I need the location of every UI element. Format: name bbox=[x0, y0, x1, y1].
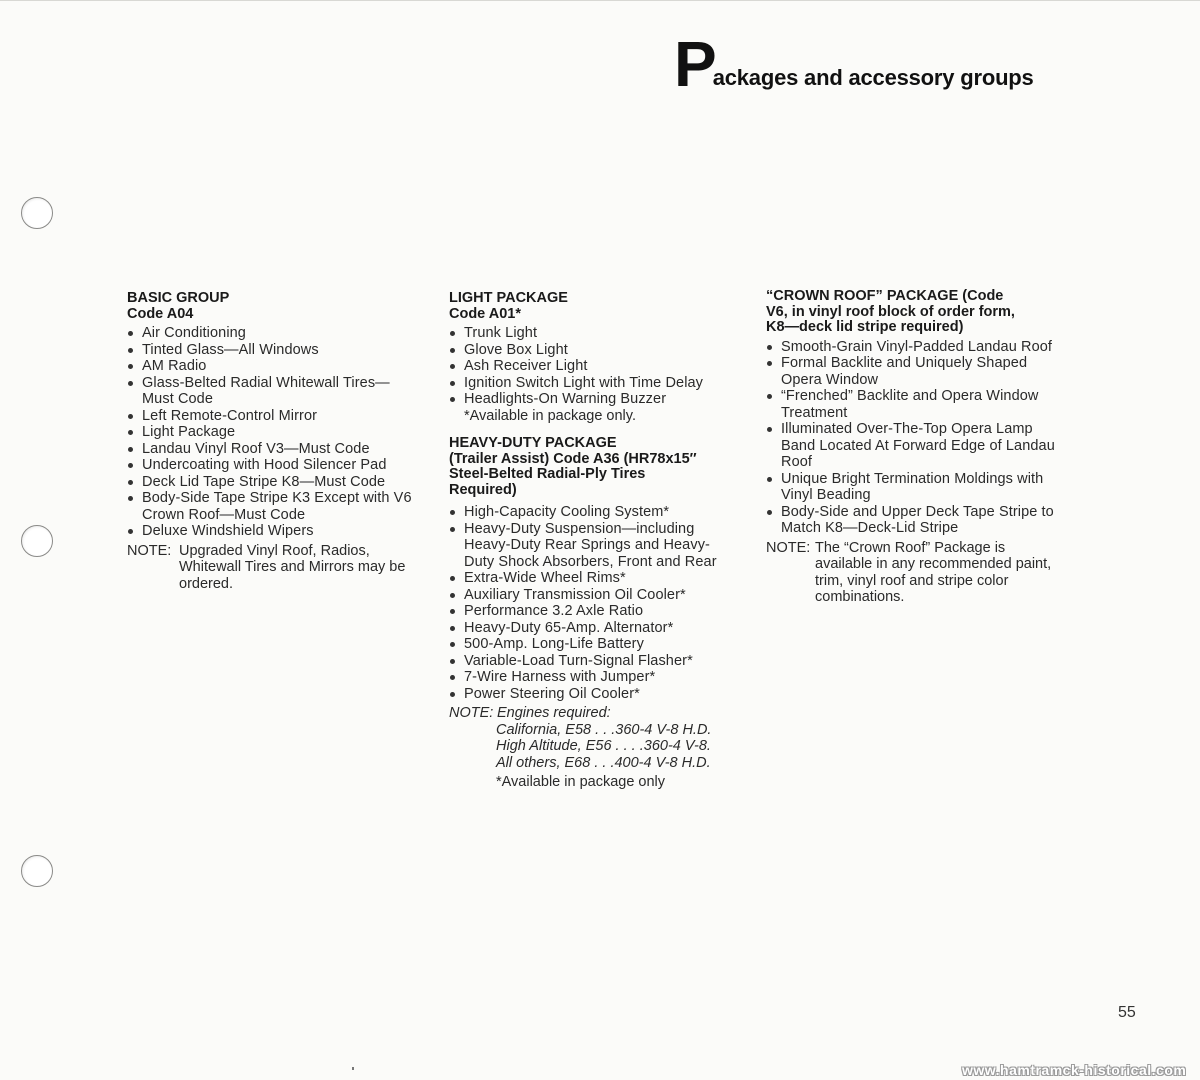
note-label: NOTE: bbox=[449, 705, 494, 721]
heavy-duty-heading bbox=[449, 436, 739, 498]
list-item: Glove Box Light bbox=[449, 342, 739, 359]
heading-line: Required) bbox=[449, 481, 517, 498]
list-item: Smooth-Grain Vinyl-Padded Landau Roof bbox=[766, 339, 1056, 356]
list-item: Trunk Light bbox=[449, 325, 739, 342]
heading-line: (Trailer Assist) Code A36 (HR78x15″ bbox=[449, 450, 697, 467]
title-text: ackages and accessory groups bbox=[712, 65, 1034, 90]
middle-column bbox=[449, 291, 739, 791]
basic-group-list bbox=[127, 325, 417, 540]
list-item: Formal Backlite and Uniquely Shaped Opera Window bbox=[766, 355, 1056, 388]
crown-roof-section bbox=[766, 289, 1056, 606]
binder-hole bbox=[21, 197, 53, 229]
list-item: Heavy-Duty 65-Amp. Alternator* bbox=[449, 620, 739, 637]
light-package-heading bbox=[449, 291, 739, 322]
title-drop-letter: P bbox=[674, 28, 715, 100]
heading-line: HEAVY-DUTY PACKAGE bbox=[449, 435, 617, 451]
list-item: Landau Vinyl Roof V3—Must Code bbox=[127, 441, 417, 458]
heading-line: Steel-Belted Radial-Ply Tires bbox=[449, 466, 646, 482]
list-item: Deluxe Windshield Wipers bbox=[127, 523, 417, 540]
engines-list bbox=[449, 722, 739, 772]
note-label: NOTE: bbox=[127, 542, 172, 559]
heavy-duty-footnote: *Available in package only bbox=[496, 774, 666, 790]
list-item: 7-Wire Harness with Jumper* bbox=[449, 669, 739, 686]
print-speck bbox=[352, 1067, 354, 1070]
list-item: 500-Amp. Long-Life Battery bbox=[449, 636, 739, 653]
list-item: Undercoating with Hood Silencer Pad bbox=[127, 457, 417, 474]
list-item: Illuminated Over-The-Top Opera Lamp Band Located At Forward Edge of Landau Roof bbox=[766, 421, 1056, 471]
list-item: AM Radio bbox=[127, 358, 417, 375]
list-item: Left Remote-Control Mirror bbox=[127, 408, 417, 425]
heading-line: Code A04 bbox=[127, 305, 194, 322]
list-item: Tinted Glass—All Windows bbox=[127, 342, 417, 359]
note-text: Upgraded Vinyl Roof, Radios, Whitewall Tires and Mirrors may be ordered. bbox=[179, 542, 406, 592]
engine-line: High Altitude, E56 . . . .360-4 V-8. bbox=[496, 738, 711, 754]
heading-line: Code A01* bbox=[449, 305, 521, 322]
list-item: Performance 3.2 Axle Ratio bbox=[449, 603, 739, 620]
heavy-duty-list bbox=[449, 504, 739, 702]
heading-line: V6, in vinyl roof block of order form, bbox=[766, 303, 1015, 320]
heading-line: “CROWN ROOF” PACKAGE (Code bbox=[766, 288, 1004, 304]
list-item: Light Package bbox=[127, 424, 417, 441]
list-item: High-Capacity Cooling System* bbox=[449, 504, 739, 521]
list-item: Power Steering Oil Cooler* bbox=[449, 686, 739, 703]
crown-roof-note bbox=[766, 540, 1056, 606]
list-item: Unique Bright Termination Moldings with Vinyl Beading bbox=[766, 471, 1056, 504]
list-item: Air Conditioning bbox=[127, 325, 417, 342]
engine-line: All others, E68 . . .400-4 V-8 H.D. bbox=[496, 754, 711, 771]
list-item: “Frenched” Backlite and Opera Window Treatment bbox=[766, 388, 1056, 421]
list-item: Ash Receiver Light bbox=[449, 358, 739, 375]
crown-roof-heading bbox=[766, 289, 1056, 336]
list-item: Extra-Wide Wheel Rims* bbox=[449, 570, 739, 587]
heading-line: BASIC GROUP bbox=[127, 290, 230, 306]
list-item: Auxiliary Transmission Oil Cooler* bbox=[449, 587, 739, 604]
list-item: Heavy-Duty Suspension—including Heavy-Duty Rear Springs and Heavy-Duty Shock Absorbers, Front and Rear bbox=[449, 521, 739, 571]
light-package-list bbox=[449, 325, 739, 408]
list-item: Body-Side Tape Stripe K3 Except with V6 Crown Roof—Must Code bbox=[127, 490, 417, 523]
basic-group-note bbox=[127, 543, 417, 593]
basic-group-heading bbox=[127, 291, 417, 322]
note-text: Engines required: bbox=[497, 705, 611, 721]
crown-roof-list bbox=[766, 339, 1056, 537]
page-title bbox=[674, 28, 1034, 100]
watermark: www.hamtramck-historical.com bbox=[962, 1062, 1187, 1078]
basic-group-section bbox=[127, 291, 417, 592]
heading-line: K8—deck lid stripe required) bbox=[766, 319, 964, 335]
note-text: The “Crown Roof” Package is available in any recommended paint, trim, vinyl roof and stripe color combinations. bbox=[815, 539, 1052, 605]
list-item: Deck Lid Tape Stripe K8—Must Code bbox=[127, 474, 417, 491]
list-item: Glass-Belted Radial Whitewall Tires—Must Code bbox=[127, 375, 417, 408]
note-label: NOTE: bbox=[766, 539, 811, 556]
engine-line: California, E58 . . .360-4 V-8 H.D. bbox=[496, 721, 712, 738]
list-item: Ignition Switch Light with Time Delay bbox=[449, 375, 739, 392]
heavy-duty-note bbox=[449, 705, 739, 722]
page-number: 55 bbox=[1118, 1004, 1136, 1021]
heading-line: LIGHT PACKAGE bbox=[449, 290, 568, 306]
list-item: Variable-Load Turn-Signal Flasher* bbox=[449, 653, 739, 670]
binder-hole bbox=[21, 525, 53, 557]
list-item: Body-Side and Upper Deck Tape Stripe to Match K8—Deck-Lid Stripe bbox=[766, 504, 1056, 537]
light-package-footnote: *Available in package only. bbox=[464, 407, 636, 424]
list-item: Headlights-On Warning Buzzer bbox=[449, 391, 739, 408]
binder-hole bbox=[21, 855, 53, 887]
